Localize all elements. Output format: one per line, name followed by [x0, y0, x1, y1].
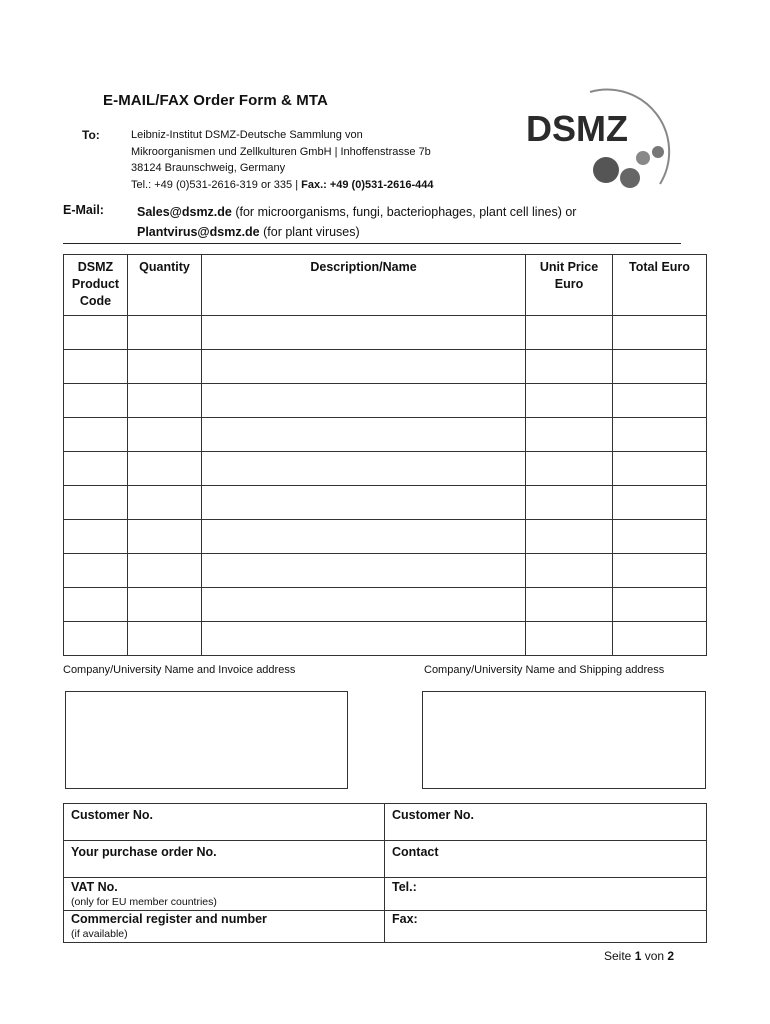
quantity-cell[interactable] [128, 486, 202, 520]
header-unit-price [526, 255, 613, 316]
description-cell[interactable] [202, 520, 526, 554]
contact-field[interactable] [385, 841, 707, 878]
header-quantity [128, 255, 202, 316]
sales-email-note: (for microorganisms, fungi, bacteriophages, plant cell lines) or [231, 205, 577, 219]
purchase-order-field[interactable] [64, 841, 385, 878]
quantity-cell[interactable] [128, 622, 202, 656]
header-line: Quantity [139, 260, 190, 274]
plantvirus-email-note: (for plant viruses) [259, 225, 360, 239]
page-total: 2 [667, 949, 675, 963]
page-prefix: Seite [604, 949, 635, 963]
product-code-cell[interactable] [64, 316, 128, 350]
fax-text: Fax.: +49 (0)531-2616-444 [301, 178, 434, 191]
phone-text: Tel.: +49 (0)531-2616-319 or 335 | [131, 178, 302, 191]
order-table-row [64, 316, 707, 350]
fax-field[interactable] [385, 911, 707, 943]
shipping-address-box[interactable] [422, 691, 706, 789]
quantity-cell[interactable] [128, 520, 202, 554]
unit-price-cell[interactable] [526, 520, 613, 554]
total-cell[interactable] [613, 622, 707, 656]
field-sublabel: (if available) [71, 928, 128, 940]
customer-no-field[interactable] [64, 804, 385, 841]
logo-circle [620, 168, 640, 188]
product-code-cell[interactable] [64, 418, 128, 452]
logo-circle [652, 146, 664, 158]
order-table-header [64, 255, 707, 316]
sales-email-link[interactable]: Sales@dsmz.de [137, 205, 232, 219]
order-table-row [64, 520, 707, 554]
customer-row [64, 841, 707, 878]
header-line: Total Euro [629, 260, 690, 274]
description-cell[interactable] [202, 486, 526, 520]
description-cell[interactable] [202, 622, 526, 656]
unit-price-cell[interactable] [526, 452, 613, 486]
order-table-row [64, 418, 707, 452]
total-cell[interactable] [613, 384, 707, 418]
description-cell[interactable] [202, 384, 526, 418]
divider [63, 243, 681, 244]
total-cell[interactable] [613, 588, 707, 622]
order-table [63, 254, 707, 656]
field-label: Your purchase order No. [71, 845, 217, 859]
quantity-cell[interactable] [128, 384, 202, 418]
product-code-cell[interactable] [64, 486, 128, 520]
unit-price-cell[interactable] [526, 316, 613, 350]
field-label: Customer No. [71, 808, 153, 822]
product-code-cell[interactable] [64, 520, 128, 554]
header-description [202, 255, 526, 316]
quantity-cell[interactable] [128, 418, 202, 452]
product-code-cell[interactable] [64, 452, 128, 486]
total-cell[interactable] [613, 520, 707, 554]
description-cell[interactable] [202, 554, 526, 588]
recipient-address [131, 127, 434, 193]
logo-circle [636, 151, 650, 165]
email-label: E-Mail: [63, 203, 104, 217]
header-total [613, 255, 707, 316]
unit-price-cell[interactable] [526, 588, 613, 622]
address-line: Mikroorganismen und Zellkulturen GmbH | Inhoffenstrasse 7b [131, 145, 431, 158]
logo-circle [593, 157, 619, 183]
order-table-row [64, 384, 707, 418]
unit-price-cell[interactable] [526, 486, 613, 520]
header-line: Product [71, 277, 120, 291]
unit-price-cell[interactable] [526, 622, 613, 656]
commercial-register-field[interactable] [64, 911, 385, 943]
address-line: 38124 Braunschweig, Germany [131, 162, 286, 174]
invoice-address-label: Company/University Name and Invoice address [63, 664, 296, 676]
field-label: Customer No. [392, 808, 474, 822]
order-table-row [64, 554, 707, 588]
contact-line [131, 177, 434, 194]
field-label: Contact [392, 845, 439, 859]
field-label: Fax: [392, 912, 418, 926]
page-mid: von [641, 949, 668, 963]
description-cell[interactable] [202, 452, 526, 486]
order-table-row [64, 588, 707, 622]
description-cell[interactable] [202, 350, 526, 384]
order-table-body [64, 316, 707, 656]
quantity-cell[interactable] [128, 350, 202, 384]
description-cell[interactable] [202, 418, 526, 452]
email-addresses [137, 202, 576, 242]
header-line: Description/Name [310, 260, 417, 274]
order-table-row [64, 486, 707, 520]
product-code-cell[interactable] [64, 350, 128, 384]
header-line: Code [79, 294, 112, 308]
customer-info-table [63, 803, 707, 943]
page-title: E-MAIL/FAX Order Form & MTA [103, 92, 328, 109]
order-table-row [64, 622, 707, 656]
unit-price-cell[interactable] [526, 418, 613, 452]
header-line: Unit Price [539, 260, 599, 274]
shipping-address-label: Company/University Name and Shipping address [424, 664, 665, 676]
unit-price-cell[interactable] [526, 384, 613, 418]
header-line: Euro [554, 277, 584, 291]
dsmz-logo [520, 84, 690, 194]
invoice-address-box[interactable] [65, 691, 348, 789]
total-cell[interactable] [613, 316, 707, 350]
customer-row [64, 804, 707, 841]
order-table-row [64, 452, 707, 486]
total-cell[interactable] [613, 350, 707, 384]
to-label: To: [82, 128, 100, 142]
page-current: 1 [634, 949, 642, 963]
total-cell[interactable] [613, 486, 707, 520]
header-line: DSMZ [77, 260, 114, 274]
quantity-cell[interactable] [128, 588, 202, 622]
logo-text: DSMZ [526, 108, 628, 149]
header-product-code [64, 255, 128, 316]
order-table-row [64, 350, 707, 384]
customer-row [64, 911, 707, 943]
field-label: VAT No. [71, 880, 118, 894]
address-line: Leibniz-Institut DSMZ-Deutsche Sammlung von [131, 129, 363, 141]
total-cell[interactable] [613, 418, 707, 452]
unit-price-cell[interactable] [526, 554, 613, 588]
total-cell[interactable] [613, 452, 707, 486]
product-code-cell[interactable] [64, 622, 128, 656]
quantity-cell[interactable] [128, 452, 202, 486]
quantity-cell[interactable] [128, 554, 202, 588]
product-code-cell[interactable] [64, 588, 128, 622]
vat-no-field[interactable] [64, 878, 385, 911]
unit-price-cell[interactable] [526, 350, 613, 384]
product-code-cell[interactable] [64, 384, 128, 418]
customer-no-field-right[interactable] [385, 804, 707, 841]
quantity-cell[interactable] [128, 316, 202, 350]
field-label: Tel.: [392, 880, 417, 894]
total-cell[interactable] [613, 554, 707, 588]
field-label: Commercial register and number [71, 912, 267, 926]
tel-field[interactable] [385, 878, 707, 911]
product-code-cell[interactable] [64, 554, 128, 588]
page-number [604, 949, 674, 963]
description-cell[interactable] [202, 588, 526, 622]
plantvirus-email-link[interactable]: Plantvirus@dsmz.de [137, 225, 260, 239]
customer-row [64, 878, 707, 911]
description-cell[interactable] [202, 316, 526, 350]
field-sublabel: (only for EU member countries) [71, 896, 217, 908]
